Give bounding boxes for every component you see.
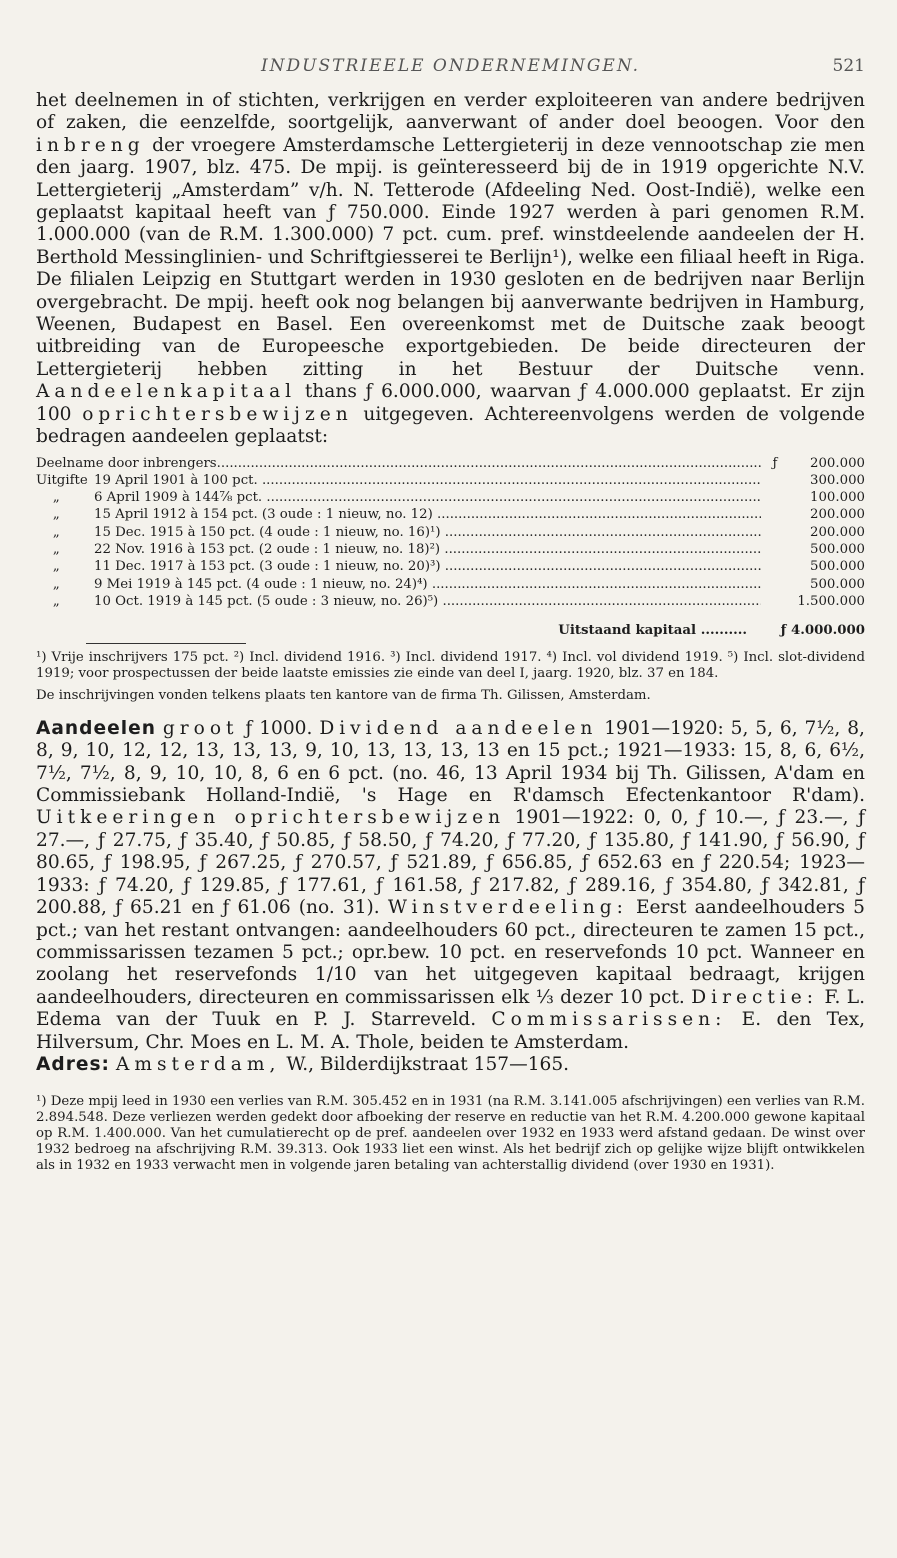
table-note-subscriptions: De inschrijvingen vonden telkens plaats ten kantore van de firma Th. Gilissen, Amsterdam. bbox=[36, 688, 651, 704]
row-value: 200.000 bbox=[810, 507, 865, 523]
table-row bbox=[36, 472, 865, 489]
running-header bbox=[36, 56, 865, 90]
row-desc: 9 Mei 1919 à 145 pct. (4 oude : 1 nieuw, no. 24)⁴) ..... bbox=[94, 576, 761, 593]
row-desc: 15 Dec. 1915 à 150 pct. (4 oude : 1 nieuw, no. 16)¹) ..... bbox=[94, 524, 761, 541]
row-desc bbox=[217, 455, 761, 472]
intro-text-3: thans ƒ 6.000.000, waarvan ƒ 4.000.000 geplaatst. Er zijn 100 bbox=[36, 381, 865, 425]
adres-street: W., Bilderdijkstraat 157—165. bbox=[286, 1053, 570, 1075]
keyword-aandeelenkapitaal: Aandeelenkapitaal bbox=[36, 381, 297, 403]
label-directie: Directie: bbox=[691, 986, 819, 1008]
row-label: „ bbox=[36, 593, 60, 609]
table-row bbox=[36, 541, 865, 558]
row-label: Uitgifte bbox=[36, 472, 88, 488]
row-desc: 15 April 1912 à 154 pct. (3 oude : 1 nieuw, no. 12) ..... bbox=[94, 506, 761, 523]
label-dividend: Dividend aandeelen bbox=[319, 717, 598, 739]
page-number: 521 bbox=[832, 56, 865, 76]
row-desc: 11 Dec. 1917 à 153 pct. (3 oude : 1 nieuw, no. 20)³) ..... bbox=[94, 558, 761, 575]
label-aandeelen: Aandeelen bbox=[36, 717, 156, 739]
table-total bbox=[36, 622, 865, 639]
adres-city: Amsterdam, bbox=[115, 1053, 281, 1075]
label-uitkeeringen: Uitkeeringen oprichtersbewijzen bbox=[36, 807, 506, 829]
table-footnotes: ¹) Vrije inschrijvers 175 pct. ²) Incl. dividend 1916. ³) Incl. dividend 1917. ⁴) Incl. vol dividend 1919. ⁵) Incl. slot-dividend 1919; voor prospectussen der beide laatste emissies zie einde van deel I, jaarg. 1920, blz. 37 en 184. bbox=[36, 650, 865, 682]
dividend-history: 1901—1920: 5, 5, 6, 7½, 8, 8, 9, 10, 12, 12, 13, 13, 13, 9, 10, 13, 13, 13, 13 en 15 pct.; 1921—1933: 15, 8, 6, 6½, 7½, 7½, 8, 9, 10, 10, 8, 6 en 6 pct. (no. 46, 13 April 1934 bij Th. Gilissen, A'dam en Commissiebank Holland-Indië, 's Hage en R'damsch Efectenkantoor R'dam). bbox=[36, 717, 865, 807]
table-row bbox=[36, 506, 865, 523]
table-row bbox=[36, 593, 865, 610]
intro-paragraph bbox=[36, 90, 865, 449]
row-label: „ bbox=[36, 524, 60, 540]
notes-divider bbox=[86, 643, 246, 644]
running-title: INDUSTRIEELE ONDERNEMINGEN. bbox=[260, 56, 641, 76]
row-desc: 10 Oct. 1919 à 145 pct. (5 oude : 3 nieuw, no. 26)⁵) ..... bbox=[94, 593, 761, 610]
row-value: 500.000 bbox=[810, 559, 865, 575]
total-value: ƒ 4.000.000 bbox=[780, 623, 865, 639]
issue-table bbox=[36, 455, 865, 640]
row-label: „ bbox=[36, 541, 60, 557]
table-row bbox=[36, 489, 865, 506]
table-row bbox=[36, 558, 865, 575]
label-winstverdeeling: Winstverdeeling: bbox=[387, 897, 628, 919]
intro-text-2: der vroegere Amsterdamsche Lettergieterij in deze vennootschap zie men den jaarg. 1907, blz. 475. De mpij. is geïnteresseerd bij de in 1919 opgerichte N.V. Lettergieterij „Amsterdam” v/h. N. Tetterode (Afdeeling Ned. Oost-Indië), welke een geplaatst kapitaal heeft van ƒ 750.000. Einde 1927 werden à pari genomen R.M. 1.000.000 (van de R.M. 1.300.000) 7 pct. cum. pref. winstdeelende aandeelen der H. Berthold Messinglinien- und Schriftgiesserei te Berlijn¹), welke een filiaal heeft in Riga. De filialen Leipzig en Stuttgart werden in 1930 gesloten en de bedrijven naar Berlijn overgebracht. De mpij. heeft ook nog belangen bij aanverwante bedrijven in Hamburg, Weenen, Budapest en Basel. Een overeenkomst met de Duitsche zaak beoogt uitbreiding van de Europeesche exportgebieden. De beide directeuren der Lettergieterij hebben zitting in het Bestuur der Duitsche venn. bbox=[36, 134, 865, 380]
commissarissen-names: E. den Tex, Hilversum, Chr. Moes en L. M. A. Thole, beiden te Amsterdam. bbox=[36, 1009, 865, 1053]
row-desc: 22 Nov. 1916 à 153 pct. (2 oude : 1 nieuw, no. 18)²) ..... bbox=[94, 541, 761, 558]
row-label: „ bbox=[36, 507, 60, 523]
row-label: „ bbox=[36, 559, 60, 575]
row-value: 200.000 bbox=[810, 455, 865, 471]
text-groot: groot bbox=[162, 717, 239, 739]
winstverdeeling-text: Eerst aandeelhouders 5 pct.; van het restant ontvangen: aandeelhouders 60 pct., directeuren te zamen 15 pct., commissarissen tezamen 5 pct.; opr.bew. 10 pct. en reservefonds 10 pct. Wanneer en zoolang het reservefonds 1/10 van het uitgegeven kapitaal bedraagt, krijgen aandeelhouders, directeuren en commissarissen elk ⅓ dezer 10 pct. bbox=[36, 897, 865, 1008]
page-footnote: ¹) Deze mpij leed in 1930 een verlies van R.M. 305.452 en in 1931 (na R.M. 3.141.005 afschrijvingen) een verlies van R.M. 2.894.548. Deze verliezen werden gedekt door afboeking der reserve en reductie van het R.M. 4.200.000 gewone kapitaal op R.M. 1.400.000. Van het cumulatierecht op de pref. aandeelen over 1932 en 1933 werd afstand gedaan. De winst over 1932 bedroeg na afschrijving R.M. 39.313. Ook 1933 liet een winst. Als het bedrijf zich op gelijke wijze blijft ontwikkelen als in 1932 en 1933 verwacht men in volgende jaren betaling van achterstallig dividend (over 1930 en 1931). bbox=[36, 1094, 865, 1173]
row-value: 300.000 bbox=[810, 472, 865, 488]
row-currency: ƒ bbox=[772, 455, 778, 471]
intro-text-1: het deelnemen in of stichten, verkrijgen en verder exploiteeren van andere bedrijven of zaken, die eenzelfde, soortgelijk, aanverwant of ander doel beoogen. Voor den bbox=[36, 90, 865, 134]
row-value: 1.500.000 bbox=[797, 593, 865, 609]
directie-names: F. L. Edema van der Tuuk en P. J. Starreveld. bbox=[36, 986, 865, 1031]
row-label: „ bbox=[36, 576, 60, 592]
details-paragraph bbox=[36, 718, 865, 1077]
uitkeeringen-history: 1901—1922: 0, 0, ƒ 10.—, ƒ 23.—, ƒ 27.—, ƒ 27.75, ƒ 35.40, ƒ 50.85, ƒ 58.50, ƒ 74.20, ƒ 77.20, ƒ 135.80, ƒ 141.90, ƒ 56.90, ƒ 80.65, ƒ 198.95, ƒ 267.25, ƒ 270.57, ƒ 521.89, ƒ 656.85, ƒ 652.63 en ƒ 220.54; 1923—1933: ƒ 74.20, ƒ 129.85, ƒ 177.61, ƒ 161.58, ƒ 217.82, ƒ 289.16, ƒ 354.80, ƒ 342.81, ƒ 200.88, ƒ 65.21 en ƒ 61.06 (no. 31). bbox=[36, 807, 865, 919]
row-desc: 6 April 1909 à 144⅞ pct. ..... bbox=[94, 489, 761, 506]
table-row bbox=[36, 455, 865, 472]
label-adres: Adres: bbox=[36, 1053, 110, 1075]
total-label: Uitstaand kapitaal .......... bbox=[558, 623, 747, 639]
intro-text-4: uitgegeven. Achtereenvolgens werden de volgende bedragen aandeelen geplaatst: bbox=[36, 403, 865, 448]
row-value: 100.000 bbox=[810, 490, 865, 506]
row-label: Deelname door inbrengers bbox=[36, 455, 217, 471]
row-desc: 19 April 1901 à 100 pct. ..... bbox=[94, 472, 761, 489]
keyword-inbreng: inbreng bbox=[36, 134, 145, 156]
table-row bbox=[36, 524, 865, 541]
label-commissarissen: Commissarissen: bbox=[491, 1009, 727, 1031]
row-value: 500.000 bbox=[810, 576, 865, 592]
table-row bbox=[36, 576, 865, 593]
share-value: ƒ 1000. bbox=[245, 717, 313, 739]
row-value: 200.000 bbox=[810, 524, 865, 540]
row-value: 500.000 bbox=[810, 541, 865, 557]
keyword-oprichtersbewijzen: oprichtersbewijzen bbox=[82, 403, 353, 425]
row-label: „ bbox=[36, 490, 60, 506]
